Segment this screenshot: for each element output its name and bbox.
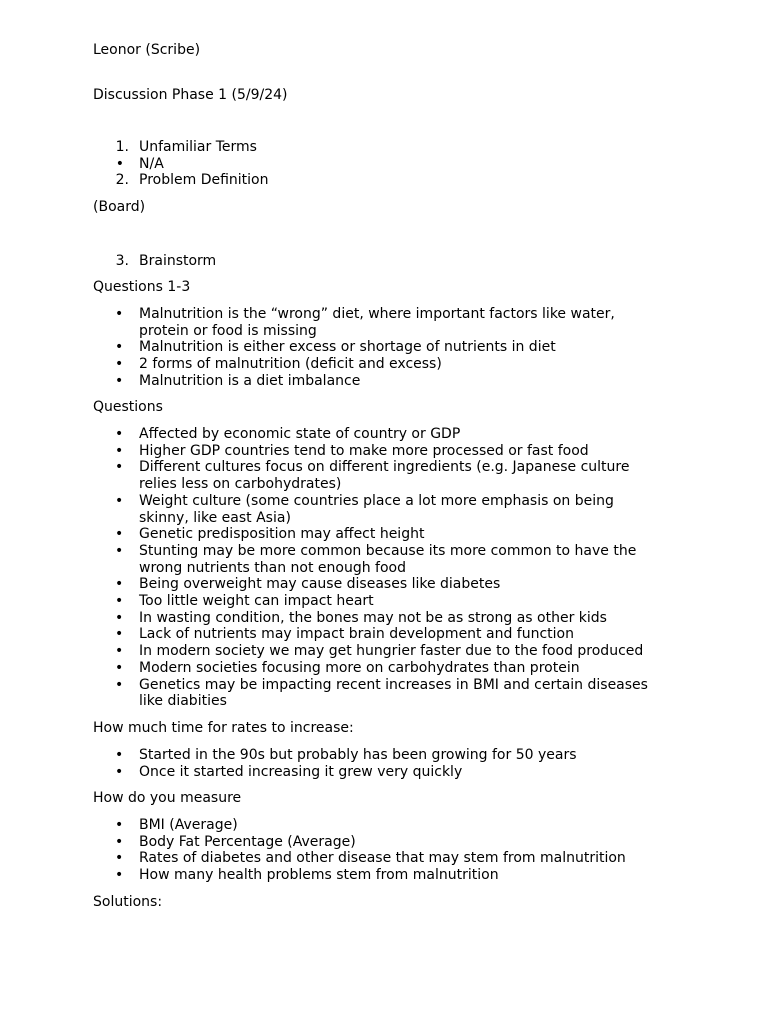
list-item-text: Genetic predisposition may affect height xyxy=(139,526,425,543)
list-item-text: BMI (Average) xyxy=(139,817,238,833)
list-item xyxy=(93,593,663,610)
bullet-icon: • xyxy=(115,676,124,693)
bullet-icon: • xyxy=(115,626,124,643)
bullet-icon: • xyxy=(115,867,124,884)
list-item-text: Being overweight may cause diseases like diabetes xyxy=(139,576,501,593)
list-item xyxy=(93,373,663,390)
list-item xyxy=(93,526,663,543)
list-item xyxy=(93,543,663,576)
list-item xyxy=(93,626,663,643)
list-item-text: Weight culture (some countries place a lot more emphasis on being skinny, like east Asia) xyxy=(139,492,614,526)
list-item-text: In wasting condition, the bones may not be as strong as other kids xyxy=(139,609,607,626)
bullet-icon: • xyxy=(115,356,124,373)
list-item xyxy=(93,253,693,270)
list-item xyxy=(93,660,663,677)
list-item-text: In modern society we may get hungrier faster due to the food produced xyxy=(139,643,644,660)
bullet-icon: • xyxy=(115,763,124,780)
measure-heading: How do you measure xyxy=(93,790,242,806)
list-item xyxy=(93,576,663,593)
list-item xyxy=(93,306,663,339)
list-item xyxy=(93,459,663,492)
bullet-icon: • xyxy=(115,442,124,459)
list-item-text: Malnutrition is either excess or shortage of nutrients in diet xyxy=(139,339,556,356)
phase-title: Discussion Phase 1 (5/9/24) xyxy=(93,87,288,103)
list-item xyxy=(93,764,663,781)
bullet-icon: • xyxy=(115,459,124,476)
steps-list-b xyxy=(93,253,693,270)
list-item xyxy=(93,817,663,834)
list-item-text: Too little weight can impact heart xyxy=(139,593,374,610)
list-item xyxy=(93,850,663,867)
bullet-icon: • xyxy=(115,339,124,356)
list-item-text: How many health problems stem from malnutrition xyxy=(139,867,499,884)
list-item xyxy=(93,493,663,526)
list-item xyxy=(93,172,693,189)
list-item-text: Problem Definition xyxy=(139,172,269,189)
bullet-icon: • xyxy=(115,593,124,610)
steps-list-a xyxy=(93,139,693,189)
list-item-text: Genetics may be impacting recent increases in BMI and certain diseases like diabities xyxy=(139,676,648,710)
list-item xyxy=(93,156,693,173)
bullet-icon: • xyxy=(115,850,124,867)
list-item xyxy=(93,443,663,460)
list-item xyxy=(93,426,663,443)
solutions-heading: Solutions: xyxy=(93,894,163,910)
list-item-text: N/A xyxy=(139,155,164,172)
list-item-text: Unfamiliar Terms xyxy=(139,139,257,155)
bullet-icon: • xyxy=(115,426,124,442)
list-item-text: Malnutrition is the “wrong” diet, where important factors like water, protein or food is missing xyxy=(139,306,615,339)
list-item xyxy=(93,139,693,156)
bullet-icon: • xyxy=(115,306,124,322)
bullet-icon: • xyxy=(115,817,124,833)
bullet-icon: • xyxy=(115,833,124,850)
list-item xyxy=(93,677,663,710)
list-item-text: Once it started increasing it grew very quickly xyxy=(139,763,463,780)
list-item-text: Affected by economic state of country or GDP xyxy=(139,426,461,442)
list-item xyxy=(93,339,663,356)
measure-list xyxy=(93,817,663,884)
bullet-icon: • xyxy=(115,372,124,389)
list-item-text: Rates of diabetes and other disease that may stem from malnutrition xyxy=(139,850,626,867)
list-item xyxy=(93,356,663,373)
list-item-text: Different cultures focus on different ingredients (e.g. Japanese culture relies less on carbohydrates) xyxy=(139,459,630,493)
list-item-text: Stunting may be more common because its more common to have the wrong nutrients than not enough food xyxy=(139,542,637,576)
bullet-icon: • xyxy=(115,576,124,593)
list-item xyxy=(93,643,663,660)
time-heading: How much time for rates to increase: xyxy=(93,720,354,736)
list-item xyxy=(93,747,663,764)
list-item-text: Higher GDP countries tend to make more processed or fast food xyxy=(139,442,589,459)
list-marker: 1. xyxy=(115,139,129,155)
bullet-icon: • xyxy=(115,747,124,763)
bullet-icon: • xyxy=(115,526,124,543)
questions-1-3-heading: Questions 1-3 xyxy=(93,279,191,295)
questions-heading: Questions xyxy=(93,399,163,415)
questions-1-3-list xyxy=(93,306,663,390)
list-item-text: Modern societies focusing more on carbohydrates than protein xyxy=(139,659,580,676)
list-item xyxy=(93,867,663,884)
bullet-icon: • xyxy=(115,492,124,509)
list-item-text: Brainstorm xyxy=(139,253,217,269)
list-item-text: Lack of nutrients may impact brain development and function xyxy=(139,626,574,643)
list-marker: 3. xyxy=(115,253,129,269)
list-item-text: Malnutrition is a diet imbalance xyxy=(139,372,361,389)
bullet-icon: • xyxy=(115,659,124,676)
list-marker: • xyxy=(115,155,124,172)
list-item xyxy=(93,610,663,627)
scribe-line: Leonor (Scribe) xyxy=(93,42,201,58)
list-item-text: Started in the 90s but probably has been growing for 50 years xyxy=(139,747,577,763)
list-item xyxy=(93,834,663,851)
questions-list xyxy=(93,426,663,710)
bullet-icon: • xyxy=(115,643,124,660)
list-item-text: Body Fat Percentage (Average) xyxy=(139,833,356,850)
board-label: (Board) xyxy=(93,199,146,215)
bullet-icon: • xyxy=(115,542,124,559)
list-marker: 2. xyxy=(115,172,129,189)
bullet-icon: • xyxy=(115,609,124,626)
list-item-text: 2 forms of malnutrition (deficit and excess) xyxy=(139,356,442,373)
time-list xyxy=(93,747,663,780)
